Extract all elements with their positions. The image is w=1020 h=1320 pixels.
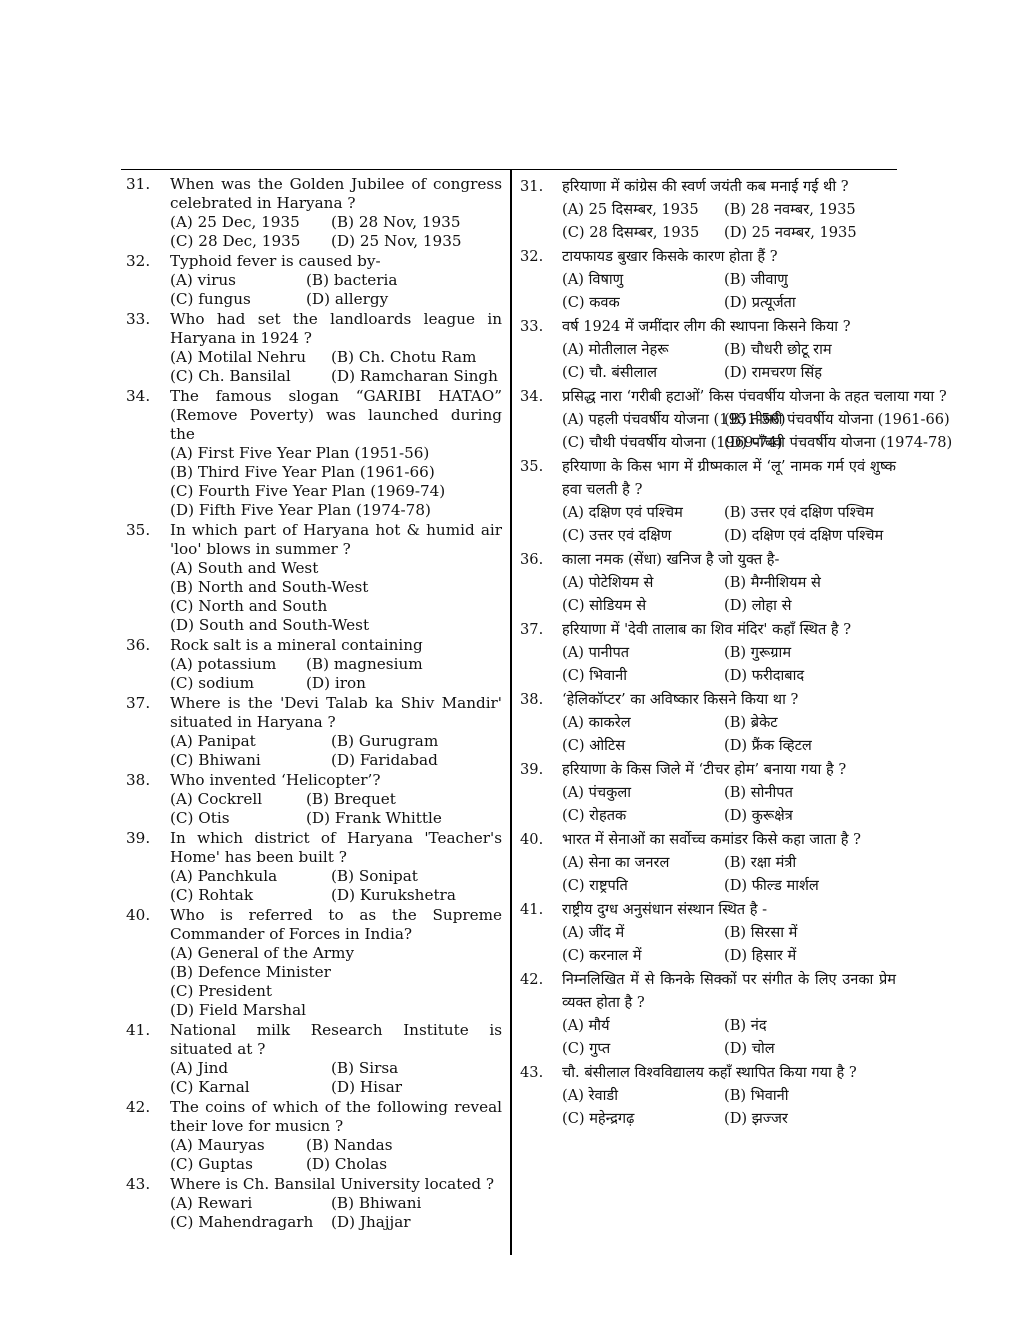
option-c: (C) चौथी पंचवर्षीय योजना (1969-74) [562,434,783,451]
question-text: The famous slogan “GARIBI HATAO” (Remove Poverty) was launched during the [170,387,502,443]
option-d: (D) Kurukshetra [331,886,456,904]
option-d: (D) लोहा से [724,597,792,614]
question-number: 32. [126,252,151,270]
options-grid [170,559,502,635]
question-en-43 [126,1175,502,1232]
question-number: 42. [126,1098,151,1116]
option-d: (D) फरीदाबाद [724,667,805,684]
question-number: 35. [520,458,544,475]
option-c: (C) 28 Dec, 1935 [170,232,301,250]
option-c: (C) Karnal [170,1078,250,1096]
option-c: (C) Rohtak [170,886,254,904]
option-c: (C) सोडियम से [562,597,647,614]
question-en-36 [126,636,502,693]
option-d: (D) South and South-West [170,616,370,634]
question-en-40 [126,906,502,1020]
option-a: (A) Motilal Nehru [170,348,306,366]
option-d: (D) झज्जर [724,1110,788,1127]
question-text: चौ. बंसीलाल विश्वविद्यालय कहाँ स्थापित किया गया है ? [562,1064,857,1081]
option-b: (B) Ch. Chotu Ram [331,348,477,366]
question-text: The coins of which of the following reveal their love for musicn ? [170,1098,502,1135]
option-b: (B) रक्षा मंत्री [724,854,797,871]
option-a: (A) Rewari [170,1194,253,1212]
options-grid [170,348,502,386]
option-d: (D) iron [306,674,366,692]
option-c: (C) fungus [170,290,251,308]
question-number: 42. [520,971,544,988]
question-text: Who invented ‘Helicopter’? [170,771,381,789]
option-c: (C) गुप्त [562,1040,611,1057]
question-text: टायफायड बुखार किसके कारण होता हैं ? [562,248,778,265]
option-b: (B) Gurugram [331,732,439,750]
question-en-31 [126,175,502,251]
question-hi-32 [520,245,896,314]
options-grid [562,781,896,827]
option-b: (B) Sonipat [331,867,418,885]
question-hi-40 [520,828,896,897]
question-en-37 [126,694,502,770]
option-c: (C) North and South [170,597,328,615]
options-grid [562,571,896,617]
option-a: (A) South and West [170,559,319,577]
question-text: Typhoid fever is caused by- [170,252,381,270]
option-b: (B) bacteria [306,271,398,289]
option-d: (D) 25 नवम्बर, 1935 [724,224,857,241]
question-text: काला नमक (सेंधा) खनिज है जो युक्त है- [562,551,780,568]
question-number: 36. [126,636,151,654]
question-en-42 [126,1098,502,1174]
question-text: Who had set the landloards league in Haryana in 1924 ? [170,310,502,347]
option-b: (B) Nandas [306,1136,393,1154]
question-number: 38. [520,691,544,708]
question-en-32 [126,252,502,309]
option-b: (B) नंद [724,1017,767,1034]
option-c: (C) sodium [170,674,254,692]
option-a: (A) General of the Army [170,944,355,962]
option-b: (B) गुरूग्राम [724,644,792,661]
option-a: (A) Panipat [170,732,256,750]
option-b: (B) Brequet [306,790,396,808]
question-hi-36 [520,548,896,617]
option-d: (D) दक्षिण एवं दक्षिण पश्चिम [724,527,884,544]
options-grid [170,867,502,905]
option-a: (A) रेवाडी [562,1087,619,1104]
option-d: (D) कुरूक्षेत्र [724,807,793,824]
option-b: (B) सोनीपत [724,784,793,801]
option-b: (B) तीसरी पंचवर्षीय योजना (1961-66) [724,411,950,428]
question-number: 41. [520,901,544,918]
option-c: (C) Mahendragarh [170,1213,314,1231]
option-d: (D) रामचरण सिंह [724,364,823,381]
question-text: In which district of Haryana 'Teacher's Home' has been built ? [170,829,502,866]
option-a: (A) जींद में [562,924,625,941]
question-en-33 [126,310,502,386]
option-a: (A) मौर्य [562,1017,610,1034]
options-grid [170,655,502,693]
option-d: (D) Ramcharan Singh [331,367,498,385]
option-c: (C) ओटिस [562,737,626,754]
option-a: (A) 25 Dec, 1935 [170,213,300,231]
option-c: (C) कवक [562,294,620,311]
option-d: (D) Cholas [306,1155,388,1173]
question-hi-38 [520,688,896,757]
option-c: (C) चौ. बंसीलाल [562,364,658,381]
english-column [126,175,502,1233]
question-text: निम्नलिखित में से किनके सिक्कों पर संगीत के लिए उनका प्रेम व्यक्त होता है ? [562,971,896,1011]
options-grid [562,268,896,314]
question-number: 43. [520,1064,544,1081]
option-d: (D) 25 Nov, 1935 [331,232,462,250]
option-a: (A) पोटेशियम से [562,574,654,591]
option-b: (B) जीवाणु [724,271,788,288]
option-b: (B) चौधरी छोटू राम [724,341,832,358]
option-b: (B) Bhiwani [331,1194,422,1212]
question-hi-37 [520,618,896,687]
question-number: 39. [520,761,544,778]
question-number: 40. [126,906,151,924]
question-number: 35. [126,521,151,539]
option-b: (B) Defence Minister [170,963,331,981]
question-text: When was the Golden Jubilee of congress celebrated in Haryana ? [170,175,502,212]
options-grid [562,1084,896,1130]
option-c: (C) 28 दिसम्बर, 1935 [562,224,700,241]
option-a: (A) virus [170,271,236,289]
option-a: (A) First Five Year Plan (1951-56) [170,444,430,462]
question-hi-43 [520,1061,896,1130]
question-hi-39 [520,758,896,827]
option-a: (A) दक्षिण एवं पश्चिम [562,504,683,521]
question-text: Where is Ch. Bansilal University located ? [170,1175,495,1193]
question-number: 36. [520,551,544,568]
option-d: (D) प्रत्यूर्जता [724,294,796,311]
question-text: हरियाणा के किस जिले में ‘टीचर होम’ बनाया गया है ? [562,761,847,778]
question-en-39 [126,829,502,905]
question-number: 31. [126,175,151,193]
options-grid [170,213,502,251]
question-text: भारत में सेनाओं का सर्वोच्च कमांडर किसे कहा जाता है ? [562,831,861,848]
question-text: प्रसिद्ध नारा ‘गरीबी हटाओं’ किस पंचवर्षीय योजना के तहत चलाया गया ? [562,388,947,405]
question-text: वर्ष 1924 में जमींदार लीग की स्थापना किसने किया ? [562,318,851,335]
option-a: (A) पंचकुला [562,784,632,801]
option-d: (D) Field Marshal [170,1001,306,1019]
question-number: 32. [520,248,544,265]
option-c: (C) राष्ट्रपति [562,877,628,894]
question-number: 34. [520,388,544,405]
question-hi-35 [520,455,896,547]
options-grid [562,641,896,687]
question-en-35 [126,521,502,635]
option-c: (C) उत्तर एवं दक्षिण [562,527,672,544]
option-d: (D) Faridabad [331,751,438,769]
question-text: हरियाणा के किस भाग में ग्रीष्मकाल में ‘लू’ नामक गर्म एवं शुष्क हवा चलती है ? [562,458,896,498]
options-grid [562,711,896,757]
options-grid [562,338,896,384]
question-number: 38. [126,771,151,789]
question-number: 33. [126,310,151,328]
option-a: (A) मोतीलाल नेहरू [562,341,669,358]
option-d: (D) पाँचवी पंचवर्षीय योजना (1974-78) [724,434,953,451]
question-number: 37. [520,621,544,638]
question-en-41 [126,1021,502,1097]
options-grid [170,732,502,770]
option-b: (B) भिवानी [724,1087,789,1104]
question-number: 31. [520,178,544,195]
option-b: (B) सिरसा में [724,924,798,941]
options-grid [562,408,952,454]
option-b: (B) Sirsa [331,1059,399,1077]
option-c: (C) Bhiwani [170,751,261,769]
question-text: National milk Research Institute is situated at ? [170,1021,502,1058]
option-d: (D) चोल [724,1040,775,1057]
options-grid [562,921,896,967]
option-a: (A) Mauryas [170,1136,265,1154]
question-number: 41. [126,1021,151,1039]
question-hi-34 [520,385,953,454]
option-d: (D) Hisar [331,1078,403,1096]
question-text: In which part of Haryana hot & humid air 'loo' blows in summer ? [170,521,502,558]
question-number: 39. [126,829,151,847]
option-d: (D) हिसार में [724,947,797,964]
option-b: (B) magnesium [306,655,423,673]
option-b: (B) ब्रेकेट [724,714,778,731]
option-c: (C) Guptas [170,1155,253,1173]
option-c: (C) भिवानी [562,667,628,684]
option-c: (C) महेन्द्रगढ़ [562,1110,635,1127]
option-d: (D) Jhajjar [331,1213,411,1231]
question-en-38 [126,771,502,828]
question-text: Rock salt is a mineral containing [170,636,423,654]
options-grid [562,198,896,244]
top-rule [121,169,897,170]
option-b: (B) उत्तर एवं दक्षिण पश्चिम [724,504,874,521]
question-hi-33 [520,315,896,384]
option-a: (A) काकरेल [562,714,631,731]
options-grid [170,271,502,309]
option-a: (A) विषाणु [562,271,624,288]
options-grid [170,1136,502,1174]
option-d: (D) Fifth Five Year Plan (1974-78) [170,501,431,519]
option-a: (A) पानीपत [562,644,630,661]
question-number: 34. [126,387,151,405]
question-text: हरियाणा में कांग्रेस की स्वर्ण जयंती कब मनाई गई थी ? [562,178,849,195]
option-a: (A) 25 दिसम्बर, 1935 [562,201,699,218]
option-a: (A) सेना का जनरल [562,854,670,871]
options-grid [170,790,502,828]
option-c: (C) President [170,982,273,1000]
option-b: (B) मैग्नीशियम से [724,574,821,591]
option-c: (C) Otis [170,809,230,827]
question-text: ‘हेलिकॉप्टर’ का अविष्कार किसने किया था ? [562,691,799,708]
options-grid [562,1014,896,1060]
option-d: (D) फ्रैंक व्हिटल [724,737,812,754]
option-b: (B) Third Five Year Plan (1961-66) [170,463,435,481]
options-grid [170,944,502,1020]
question-text: Who is referred to as the Supreme Commander of Forces in India? [170,906,502,943]
option-a: (A) पहली पंचवर्षीय योजना (1951-56) [562,411,786,428]
option-c: (C) Fourth Five Year Plan (1969-74) [170,482,446,500]
column-divider [510,169,512,1255]
question-number: 43. [126,1175,151,1193]
options-grid [562,851,896,897]
option-a: (A) Panchkula [170,867,278,885]
option-b: (B) 28 नवम्बर, 1935 [724,201,856,218]
options-grid [170,1194,502,1232]
hindi-column [520,175,953,1131]
option-c: (C) करनाल में [562,947,642,964]
option-d: (D) फील्ड मार्शल [724,877,819,894]
option-b: (B) North and South-West [170,578,369,596]
option-d: (D) allergy [306,290,389,308]
option-d: (D) Frank Whittle [306,809,442,827]
question-hi-42 [520,968,896,1060]
option-a: (A) Jind [170,1059,229,1077]
question-hi-31 [520,175,896,244]
question-hi-41 [520,898,896,967]
question-number: 33. [520,318,544,335]
option-a: (A) Cockrell [170,790,263,808]
option-a: (A) potassium [170,655,277,673]
question-text: हरियाणा में 'देवी तालाब का शिव मंदिर' कहाँ स्थित है ? [562,621,852,638]
question-number: 37. [126,694,151,712]
options-grid [170,444,502,520]
question-number: 40. [520,831,544,848]
option-b: (B) 28 Nov, 1935 [331,213,461,231]
option-c: (C) रोहतक [562,807,627,824]
options-grid [562,501,896,547]
option-c: (C) Ch. Bansilal [170,367,291,385]
question-text: राष्ट्रीय दुग्ध अनुसंधान संस्थान स्थित है - [562,901,768,918]
question-en-34 [126,387,502,520]
question-text: Where is the 'Devi Talab ka Shiv Mandir' situated in Haryana ? [170,694,502,731]
options-grid [170,1059,502,1097]
